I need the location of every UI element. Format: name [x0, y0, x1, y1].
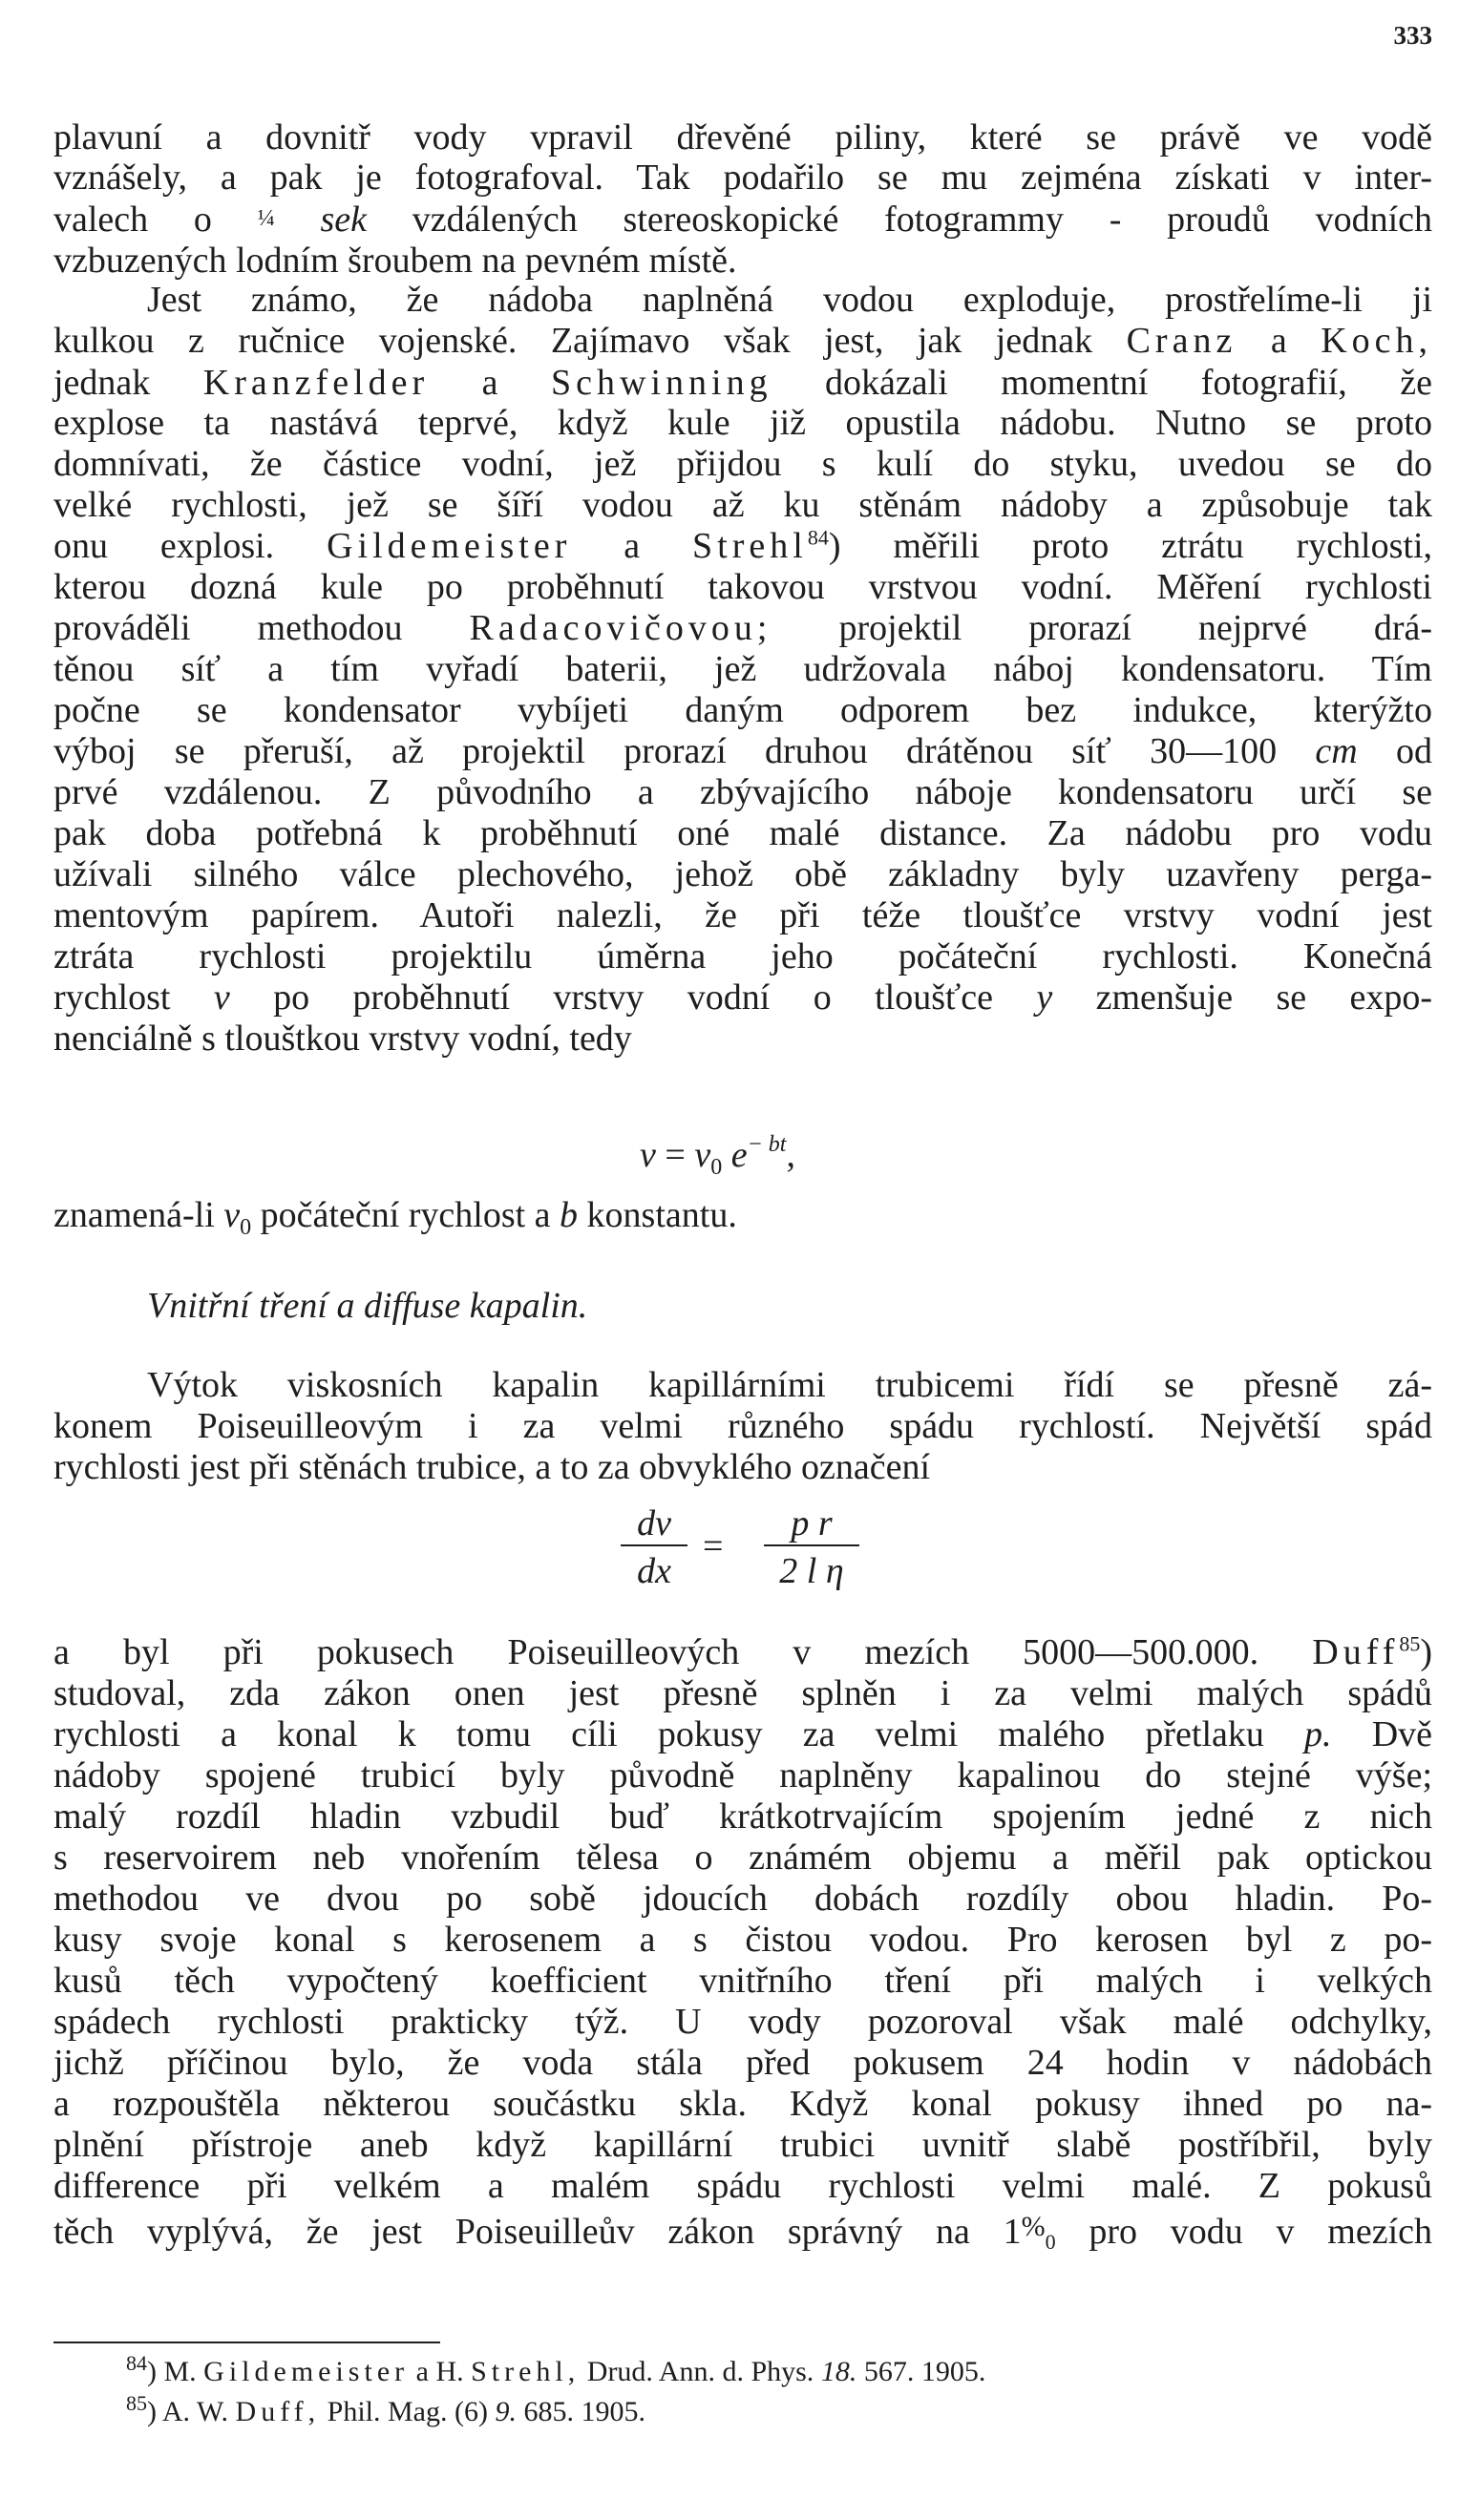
- author-name: Gildemeister: [327, 526, 572, 566]
- text-line: rychlosti a konal k tomu cíli pokusy za velmi malého přetlaku p. Dvě: [53, 1714, 1432, 1754]
- page-number: 333: [1393, 21, 1432, 50]
- author-name: Kranzfelder: [202, 363, 430, 403]
- footnote-divider: [53, 2342, 440, 2343]
- text-line: kulkou z ručnice vojenské. Zajímavo však jest, jak jednak Cranz a Koch,: [53, 321, 1432, 361]
- formula-exponential-decay: $v = v_0$ $e^{- bt}$,: [640, 1132, 795, 1180]
- text-line: rychlosti jest při stěnách trubice, a to za obvyklého označení: [53, 1447, 931, 1487]
- text-line: počne se kondensator vybíjeti daným odporem bez indukce, kterýžto: [53, 690, 1432, 730]
- text-line: velké rychlosti, jež se šíří vodou až ku stěnám nádoby a způsobuje tak: [53, 485, 1432, 525]
- text-line: onu explosi. Gildemeister a Strehl$^{84}$) měřili proto ztrátu rychlosti,: [53, 525, 1433, 566]
- text-line: difference při velkém a malém spádu rychlosti velmi malé. Z pokusů: [53, 2166, 1432, 2206]
- text-line: a byl při pokusech Poiseuilleových v mezích 5000—500.000. Duff$^{85}$): [53, 1631, 1433, 1672]
- text-line: plavuní a dovnitř vody vpravil dřevěné piliny, které se právě ve vodě: [53, 117, 1432, 158]
- text-line: prvé vzdálenou. Z původního a zbývajícího náboje kondensatoru určí se: [53, 772, 1432, 812]
- text-line: methodou ve dvou po sobě jdoucích dobách rozdíly obou hladin. Po-: [53, 1879, 1432, 1919]
- text-line: pak doba potřebná k proběhnutí oné malé distance. Za nádobu pro vodu: [53, 813, 1432, 853]
- text-line: nenciálně s tlouštkou vrstvy vodní, tedy: [53, 1018, 632, 1059]
- text-line: prováděli methodou Radacovičovou; projektil prorazí nejprvé drá-: [53, 608, 1433, 648]
- text-line: kusů těch vypočtený koefficient vnitřního tření při malých i velkých: [53, 1961, 1432, 2001]
- text-line: mentovým papírem. Autoři nalezli, že při téže tloušťce vrstvy vodní jest: [53, 895, 1432, 935]
- text-line: explose ta nastává teprvé, když kule již opustila nádobu. Nutno se proto: [53, 403, 1432, 443]
- text-line: nádoby spojené trubicí byly původně naplněny kapalinou do stejné výše;: [53, 1755, 1432, 1796]
- text-line: znamená-li $v_0$ počáteční rychlost a b konstantu.: [53, 1195, 737, 1240]
- text-line: konem Poiseuilleovým i za velmi různého spádu rychlostí. Největší spád: [53, 1406, 1432, 1446]
- footnote-ref: 85: [1399, 1631, 1421, 1656]
- text-line: vznášely, a pak je fotografoval. Tak podařilo se mu zejména získati v inter-: [53, 158, 1432, 198]
- text-line: rychlost v po proběhnutí vrstvy vodní o tloušťce y zmenšuje se expo-: [53, 977, 1433, 1018]
- text-line: jichž příčinou bylo, že voda stála před pokusem 24 hodin v nádobách: [53, 2043, 1432, 2083]
- text-line: užívali silného válce plechového, jehož obě základny byly uzavřeny perga-: [53, 854, 1432, 894]
- author-name: Schwinning: [551, 363, 772, 403]
- text-line: výboj se přeruší, až projektil prorazí druhou drátěnou síť 30—100 cm od: [53, 731, 1433, 771]
- text-line: s reservoirem neb vnořením tělesa o známém objemu a měřil pak optickou: [53, 1838, 1432, 1878]
- author-name: Koch,: [1321, 321, 1432, 361]
- footnote: $^{85}$) A. W. Duff, Phil. Mag. (6) 9. 685. 1905.: [126, 2391, 645, 2427]
- text-line: kterou dozná kule po proběhnutí takovou vrstvou vodní. Měření rychlosti: [53, 567, 1432, 607]
- text-line: těch vyplývá, že jest Poiseuilleův zákon správný na 1%0 pro vodu v mezích: [53, 2211, 1433, 2254]
- text-line: plnění přístroje aneb když kapillární trubici uvnitř slabě postříbřil, byly: [53, 2125, 1432, 2165]
- text-line: těnou síť a tím vyřadí baterii, jež udržovala náboj kondensatoru. Tím: [53, 649, 1432, 689]
- text-line: kusy svoje konal s kerosenem a s čistou vodou. Pro kerosen byl z po-: [53, 1920, 1432, 1960]
- formula-velocity-gradient: dv dx = p r 2 l η: [621, 1502, 869, 1598]
- author-name: Duff: [1312, 1632, 1400, 1672]
- footnote: $^{84}$) M. Gildemeister a H. Strehl, Drud. Ann. d. Phys. 18. 567. 1905.: [126, 2351, 986, 2387]
- author-name: Strehl: [692, 526, 808, 566]
- text-line: Jest známo, že nádoba naplněná vodou exploduje, prostřelíme-li ji: [147, 280, 1432, 320]
- footnote-ref: 84: [807, 525, 829, 550]
- text-line: malý rozdíl hladin vzbudil buď krátkotrvajícím spojením jedné z nich: [53, 1796, 1432, 1837]
- author-name: Radacovičovou;: [469, 608, 772, 648]
- text-line: ztráta rychlosti projektilu úměrna jeho počáteční rychlosti. Konečná: [53, 936, 1432, 976]
- text-line: Výtok viskosních kapalin kapillárními trubicemi řídí se přesně zá-: [147, 1365, 1432, 1405]
- text-line: studoval, zda zákon onen jest přesně splněn i za velmi malých spádů: [53, 1673, 1432, 1713]
- text-line: jednak Kranzfelder a Schwinning dokázali momentní fotografií, že: [53, 363, 1432, 403]
- text-line: spádech rychlosti prakticky týž. U vody pozoroval však malé odchylky,: [53, 2002, 1432, 2042]
- fraction: ¼: [257, 206, 275, 231]
- text-line: vzbuzených lodním šroubem na pevném místě.: [53, 241, 737, 281]
- text-line: domnívati, že částice vodní, jež přijdou s kulí do styku, uvedou se do: [53, 444, 1432, 484]
- text-line: valech o ¼ sek vzdálených stereoskopické fotogrammy - proudů vodních: [53, 200, 1432, 240]
- author-name: Cranz: [1126, 321, 1237, 361]
- section-heading: Vnitřní tření a diffuse kapalin.: [147, 1286, 588, 1326]
- text-line: a rozpouštěla některou součástku skla. Když konal pokusy ihned po na-: [53, 2084, 1432, 2124]
